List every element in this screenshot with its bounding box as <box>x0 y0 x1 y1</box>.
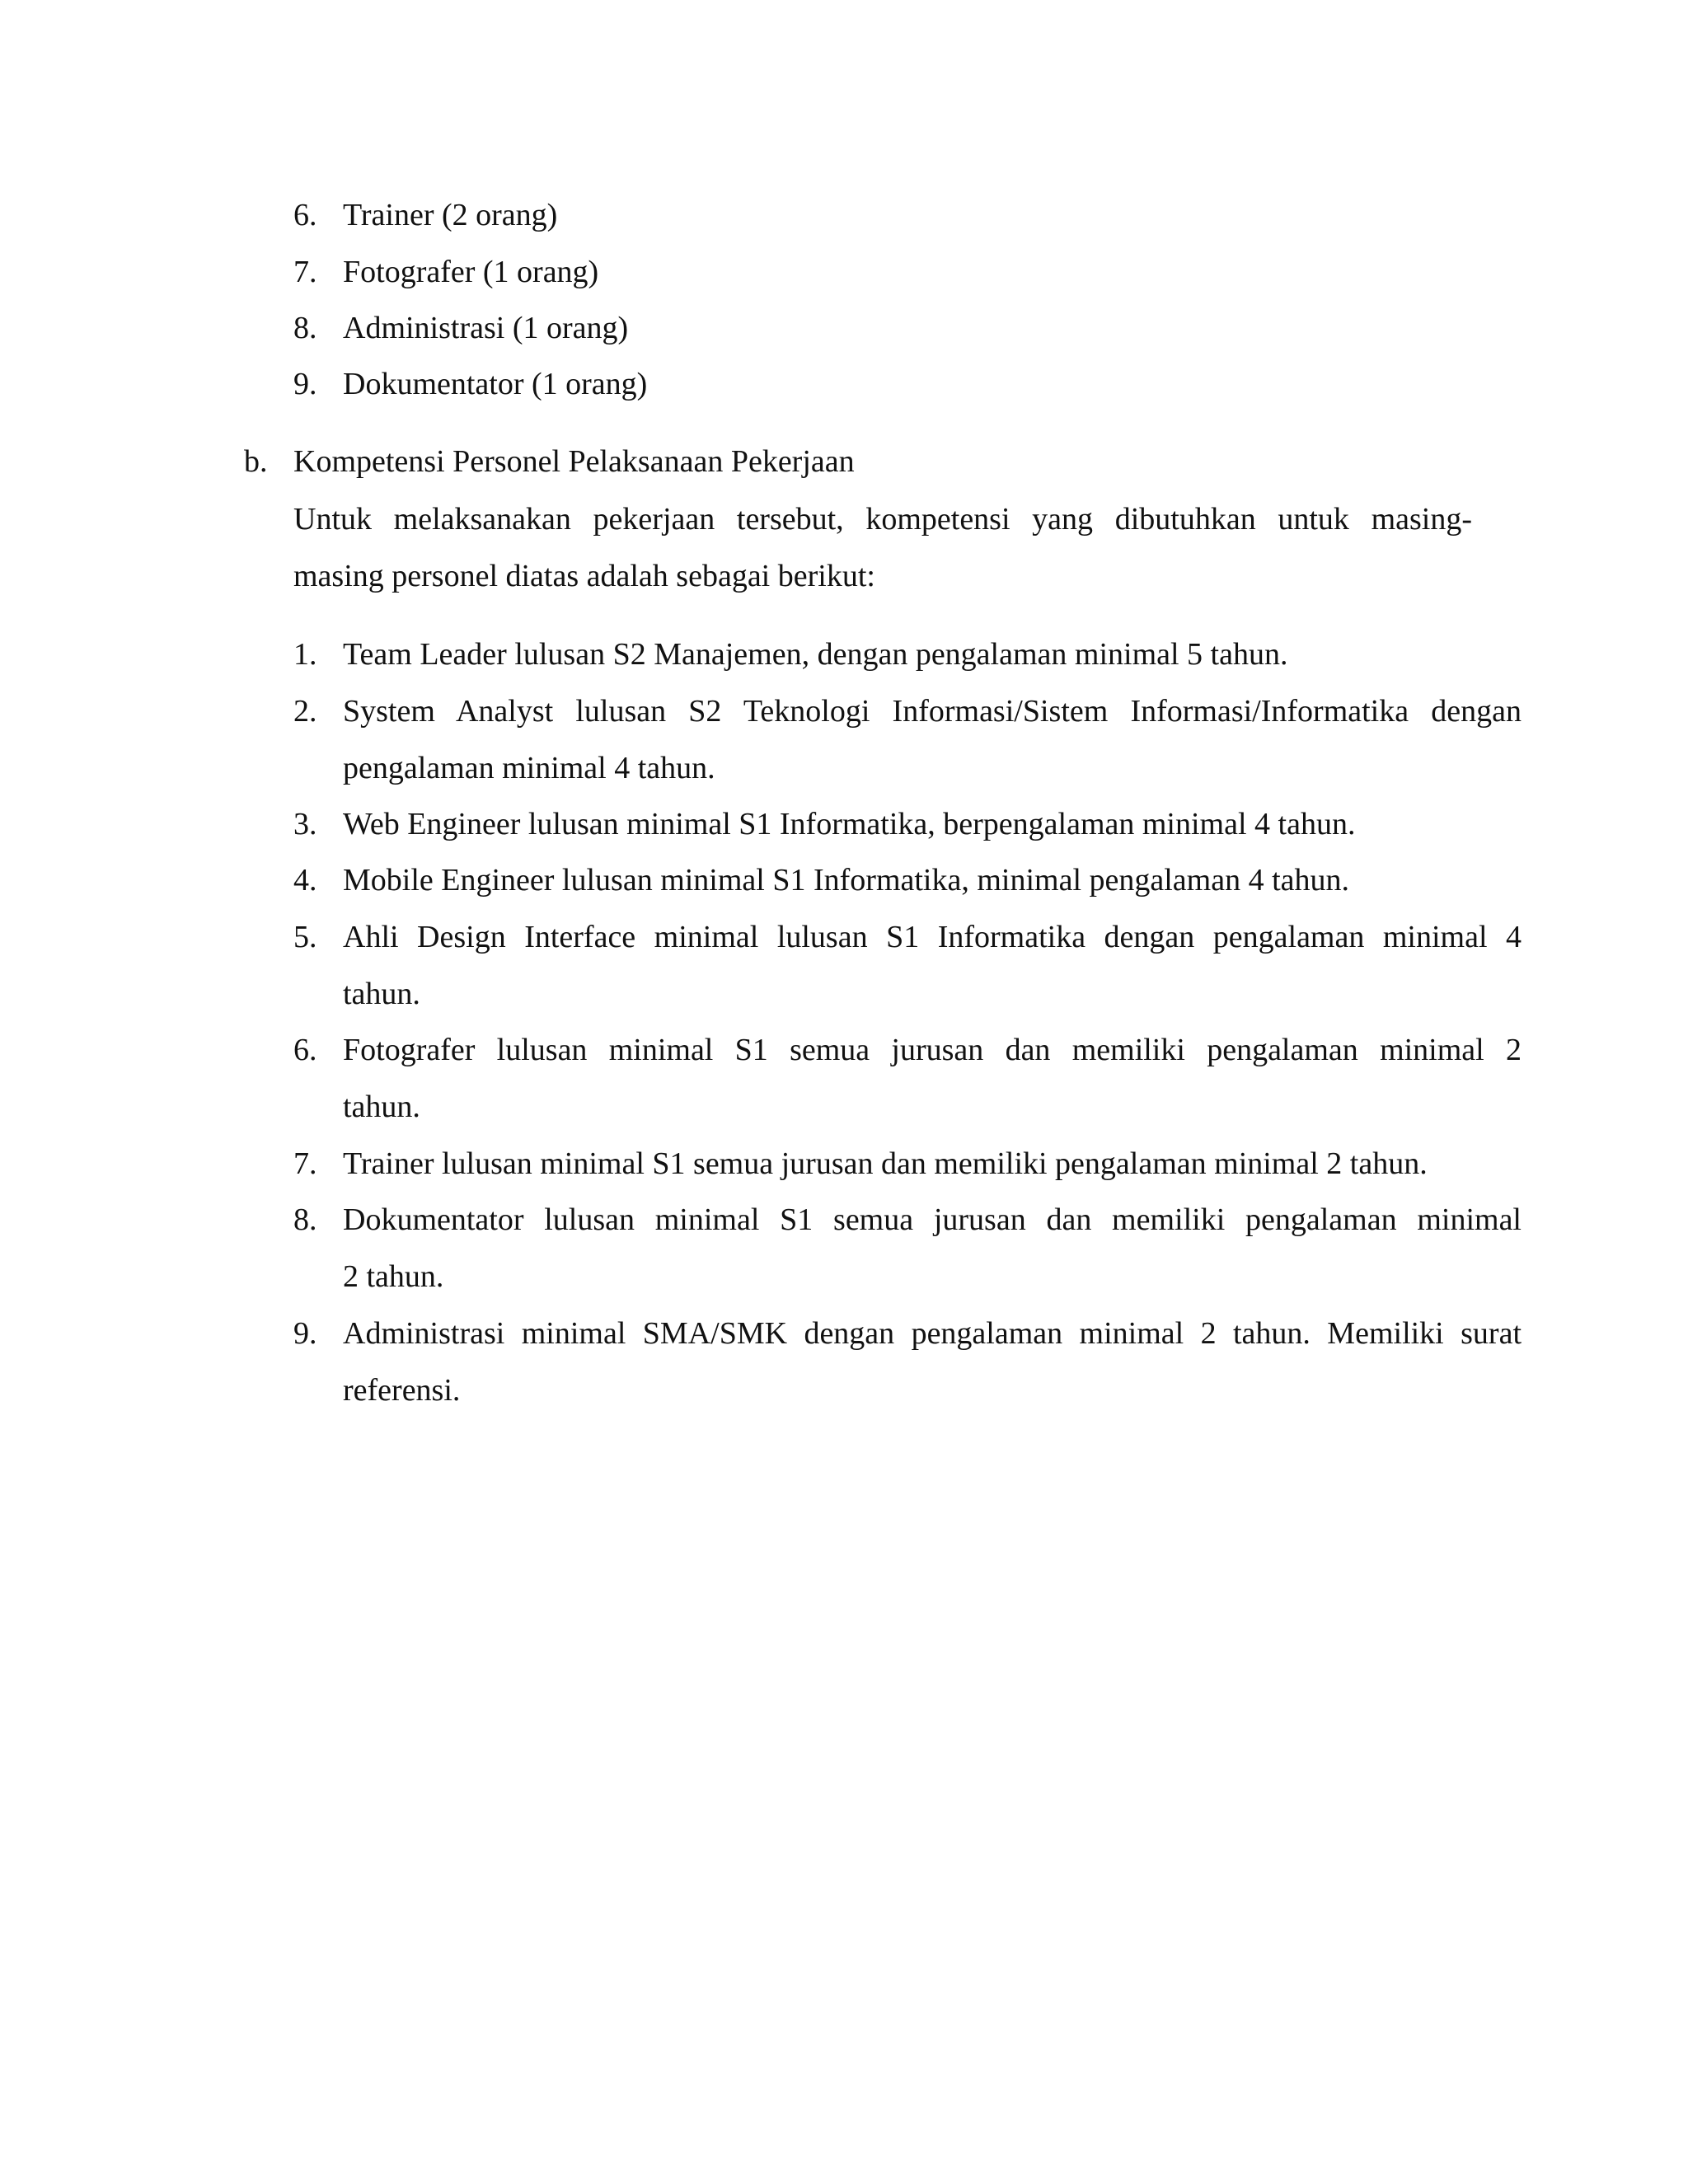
list-number: 9. <box>293 367 317 401</box>
list-number: 8. <box>293 311 317 345</box>
list-number: 3. <box>293 807 317 841</box>
list-text: Fotografer lulusan minimal S1 semua jurusan dan memiliki pengalaman minimal 2 <box>343 1033 1522 1067</box>
list-text-continued: referensi. <box>343 1373 461 1408</box>
list-text: Administrasi (1 orang) <box>343 311 629 345</box>
list-number: 8. <box>293 1202 317 1237</box>
list-text: Mobile Engineer lulusan minimal S1 Informatika, minimal pengalaman 4 tahun. <box>343 863 1350 898</box>
list-text: Trainer (2 orang) <box>343 198 558 232</box>
list-number: 6. <box>293 1033 317 1067</box>
list-text: Administrasi minimal SMA/SMK dengan pengalaman minimal 2 tahun. Memiliki surat <box>343 1316 1522 1351</box>
list-text: Ahli Design Interface minimal lulusan S1 Informatika dengan pengalaman minimal 4 <box>343 920 1522 954</box>
list-number: 7. <box>293 1146 317 1181</box>
list-number: 1. <box>293 637 317 672</box>
list-text: Web Engineer lulusan minimal S1 Informatika, berpengalaman minimal 4 tahun. <box>343 807 1356 841</box>
section-letter: b. <box>244 444 268 479</box>
list-number: 9. <box>293 1316 317 1351</box>
list-number: 6. <box>293 198 317 232</box>
list-text: Fotografer (1 orang) <box>343 255 599 289</box>
list-text: Team Leader lulusan S2 Manajemen, dengan pengalaman minimal 5 tahun. <box>343 637 1288 672</box>
list-text-continued: 2 tahun. <box>343 1259 444 1294</box>
intro-line-1: Untuk melaksanakan pekerjaan tersebut, kompetensi yang dibutuhkan untuk masing- <box>293 502 1472 537</box>
list-text-continued: tahun. <box>343 977 420 1011</box>
list-text: Trainer lulusan minimal S1 semua jurusan dan memiliki pengalaman minimal 2 tahun. <box>343 1146 1428 1181</box>
list-text: Dokumentator (1 orang) <box>343 367 648 401</box>
list-text: System Analyst lulusan S2 Teknologi Informasi/Sistem Informasi/Informatika dengan <box>343 694 1522 729</box>
section-heading: Kompetensi Personel Pelaksanaan Pekerjaan <box>293 444 855 479</box>
intro-paragraph <box>293 491 1472 605</box>
intro-line-2: masing personel diatas adalah sebagai berikut: <box>293 559 875 593</box>
list-number: 4. <box>293 863 317 898</box>
list-number: 5. <box>293 920 317 954</box>
list-number: 7. <box>293 255 317 289</box>
list-text: Dokumentator lulusan minimal S1 semua jurusan dan memiliki pengalaman minimal <box>343 1202 1522 1237</box>
list-text-continued: pengalaman minimal 4 tahun. <box>343 751 715 785</box>
list-number: 2. <box>293 694 317 729</box>
list-text-continued: tahun. <box>343 1090 420 1124</box>
